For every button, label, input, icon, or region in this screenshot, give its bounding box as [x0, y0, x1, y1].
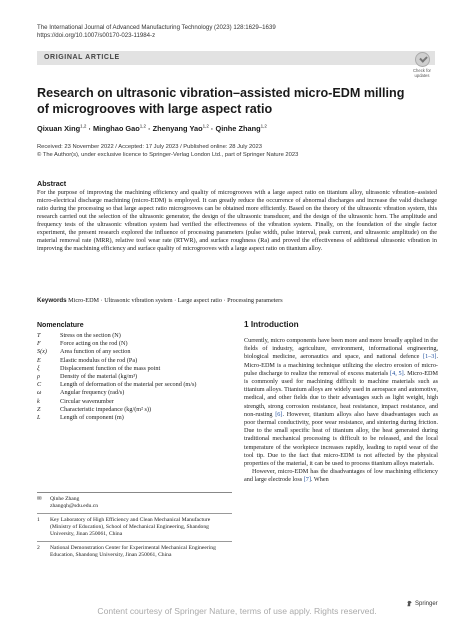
section-heading: 1 Introduction — [244, 320, 299, 329]
author[interactable]: Zhenyang Yao$^{1,2}$ — [152, 124, 209, 134]
copyright-line: © The Author(s), under exclusive licence to Springer-Verlag London Ltd., part of Springer Nature 2023 — [37, 152, 299, 158]
affiliation: 2 National Demonstration Center for Experimental Mechanical Engineering Education, Shandong University, Jinan 250061, China — [37, 545, 216, 558]
introduction-text — [244, 337, 438, 485]
nomenclature-row — [37, 373, 237, 381]
nomenclature-symbol: Z — [37, 405, 41, 413]
nomenclature-definition: Elastic modulus of the rod (Pa) — [60, 356, 138, 364]
divider — [37, 541, 232, 542]
nomenclature-row — [37, 340, 237, 348]
nomenclature-row — [37, 365, 237, 373]
citation-link[interactable]: [4, 5] — [390, 369, 404, 377]
nomenclature-symbol: E — [37, 356, 41, 364]
author-list: Qixuan Xing$^{1,2}$ · Minghao Gao$^{1,2}$ · Zhenyang Yao$^{1,2}$ · Qinhe Zhang$^{1,2}$ — [37, 124, 267, 134]
email-link[interactable]: zhangqh@sdu.edu.cn — [50, 503, 99, 509]
citation-link[interactable]: [1–3] — [423, 353, 437, 361]
check-for-updates-badge[interactable] — [408, 52, 436, 82]
nomenclature-row — [37, 348, 237, 356]
envelope-icon: ✉ — [37, 496, 42, 502]
article-type-banner: ORIGINAL ARTICLE — [37, 51, 435, 65]
nomenclature-heading: Nomenclature — [37, 322, 84, 329]
paragraph: However, micro-EDM has the disadvantages of low machining efficiency and large electrode loss [7]. When — [244, 468, 438, 484]
nomenclature-definition: Displacement function of the mass point — [60, 364, 161, 372]
publication-dates: Received: 23 November 2022 / Accepted: 17 July 2023 / Published online: 28 July 2023 — [37, 144, 262, 150]
keywords — [37, 297, 437, 304]
nomenclature-definition: Length of deformation of the material per second (m/s) — [60, 381, 197, 389]
author[interactable]: Qixuan Xing$^{1,2}$ — [37, 124, 87, 134]
nomenclature-definition: Area function of any section — [60, 348, 131, 356]
nomenclature-symbol: C — [37, 381, 42, 389]
corresponding-name: Qinhe Zhang — [50, 496, 80, 502]
nomenclature-row — [37, 381, 237, 389]
nomenclature-definition: Characteristic impedance (kg/(m² s)) — [60, 405, 152, 413]
nomenclature-definition: Length of component (m) — [60, 414, 124, 422]
corresponding-author — [37, 496, 232, 510]
author[interactable]: Minghao Gao$^{1,2}$ — [92, 124, 147, 134]
journal-citation — [37, 24, 337, 40]
nomenclature-definition: Force acting on the rod (N) — [60, 340, 128, 348]
nomenclature-row — [37, 414, 237, 422]
nomenclature-definition: Stress on the section (N) — [60, 332, 121, 339]
nomenclature-symbol: T — [37, 332, 41, 339]
check-icon — [415, 52, 430, 67]
divider — [37, 513, 232, 514]
nomenclature-list — [37, 332, 237, 422]
nomenclature-row — [37, 357, 237, 365]
nomenclature-symbol: ω — [37, 389, 42, 397]
nomenclature-row — [37, 406, 237, 414]
nomenclature-definition: Density of the material (kg/m³) — [60, 373, 138, 381]
affiliation: 1 Key Laboratory of High Efficiency and Clean Mechanical Manufacture (Ministry of Education), School of Mechanical Engineering, Shandong University, Jinan 250061, China — [37, 517, 211, 537]
citation-link[interactable]: [7] — [303, 476, 311, 484]
nomenclature-definition: Circular wavenumber — [60, 397, 114, 405]
keywords-text: Micro-EDM · Ultrasonic vibration system · Large aspect ratio · Processing parameters — [68, 297, 283, 304]
nomenclature-symbol: k — [37, 397, 40, 405]
journal-line: The International Journal of Advanced Manufacturing Technology (2023) 128:1629–1639 — [37, 24, 276, 31]
nomenclature-symbol: S(x) — [37, 348, 47, 356]
nomenclature-symbol: F — [37, 340, 41, 348]
paragraph: Currently, micro components have been more and more broadly applied in the fields of industry, agriculture, environment, informational engineering, biological medicine, aeronautics and space, and national defence [1–3]. Micro-EDM is a machining technique utilizing the electro erosion of micro-pulse discharge to realize the removal of excess materials [4, 5]. Micro-EDM is commonly used for machining difficult to machine materials such as titanium alloys. Titanium alloys are widely used in aerospace and automotive, medical, and other fields due to their advantages such as light weight, high strength, strong corrosion resistance, heat resistance, impact resistance, and non-rusting [6]. However, titanium alloys also have disadvantages such as poor thermal conductivity, poor wear resistance, and sintering during friction. Due to the small specific heat of titanium alloy, the heat generated during traditional mechanical processing is difficult to be released, and the local temperature of the workpiece increases rapidly, leading to rapid wear of the tool tip. Due to the fact that micro-EDM is not affected by the physical properties of the material, it can be used to process titanium alloys materials. — [244, 337, 439, 468]
nomenclature-row — [37, 398, 237, 406]
nomenclature-row — [37, 389, 237, 397]
doi-link[interactable]: https://doi.org/10.1007/s00170-023-11984-z — [37, 32, 156, 39]
nomenclature-symbol: ξ — [37, 364, 40, 372]
footer-notice: Content courtesy of Springer Nature, terms of use apply. Rights reserved. — [97, 606, 377, 616]
nomenclature-symbol: ρ — [37, 373, 40, 381]
check-updates-label: Check for updates — [413, 68, 431, 78]
article-title: Research on ultrasonic vibration–assisted micro-EDM milling of microgrooves with large aspect ratio — [37, 86, 405, 116]
nomenclature-symbol: L — [37, 414, 41, 422]
author[interactable]: Qinhe Zhang$^{1,2}$ — [215, 124, 267, 134]
nomenclature-row — [37, 332, 237, 340]
citation-link[interactable]: [6] — [275, 410, 283, 418]
correspondence-footnotes — [37, 492, 232, 562]
abstract-text: For the purpose of improving the machining efficiency and quality of microgrooves with a large aspect ratio on titanium alloy, ultrasonic vibration–assisted micro-electrical discharge machining (micro-EDM) is employed. It can greatly reduce the occurrence of abnormal discharges and increase the valid discharge ratio during the processing so that large aspect ratio microgrooves can be obtained more efficiently. Based on the theory of the ultrasonic vibration system, this research carried out the selection of the ultrasonic generator, the design of the ultrasonic transducer, and the design of the ultrasonic horn. The amplitude and frequency tests of the ultrasonic vibration system had verified the effectiveness of the vibration system. Finally, on the foundation of the single factor experiment, the present research explored the influence of processing parameters (pulse width, pulse interval, peak current, and ultrasonic amplitude) on the material removal rate (MRR), relative tool wear rate (RTWR), and surface roughness (Ra) and proved the effectiveness of additional ultrasonic vibration in improving the machining efficiency and surface quality of microgrooves with a large aspect ratio on titanium alloy. — [37, 189, 437, 253]
abstract-heading: Abstract — [37, 179, 67, 188]
keywords-label: Keywords — [37, 297, 67, 304]
publisher-name: Springer — [415, 600, 438, 607]
nomenclature-definition: Angular frequency (rad/s) — [60, 389, 125, 397]
